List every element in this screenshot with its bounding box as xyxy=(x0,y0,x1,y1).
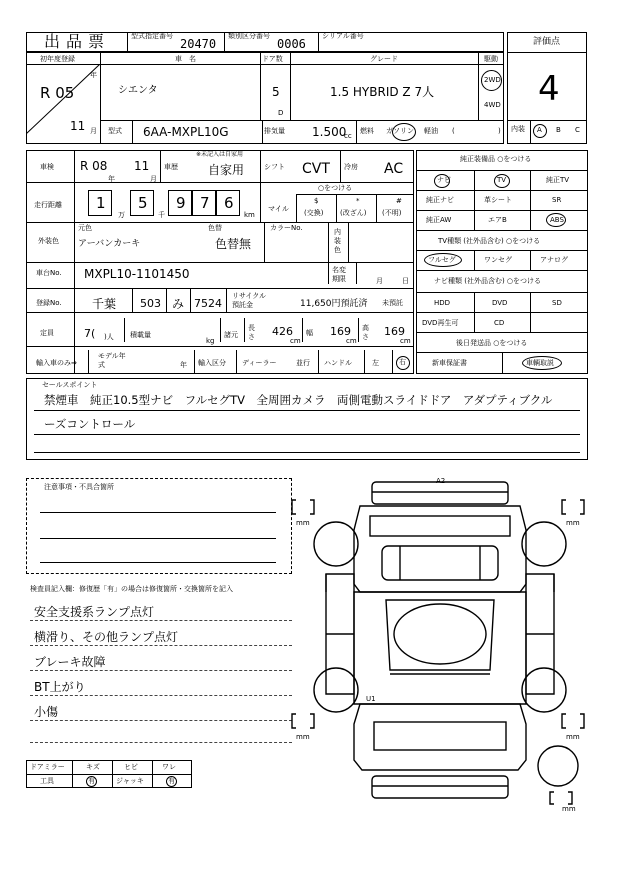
interior-label: 内装 xyxy=(511,125,525,133)
mileage-digit: 9 xyxy=(176,194,186,212)
plate-kana: み xyxy=(172,297,185,311)
history-label: 車歴 xyxy=(164,163,178,171)
rating-value: 4 xyxy=(538,69,560,109)
mileage-digit: 5 xyxy=(138,194,148,212)
shift-label: シフト xyxy=(264,163,285,171)
recycle-amount: 11,650円預託済 xyxy=(300,299,368,309)
plate-number: 7524 xyxy=(194,297,222,310)
grade-value: 1.5 HYBRID Z 7人 xyxy=(330,85,435,99)
color-change: 色替無 xyxy=(215,237,252,251)
mileage-digit: 7 xyxy=(200,194,210,212)
diagram-mark-u1: U1 xyxy=(366,695,376,703)
drive-label: 駆動 xyxy=(484,55,498,63)
diagram-mark-a2: A2 xyxy=(436,477,446,485)
displacement-label: 排気量 xyxy=(264,127,285,135)
width: 169 xyxy=(330,325,351,338)
model-type: 6AA-MXPL10G xyxy=(143,125,229,139)
model-no-label: 型式指定番号 xyxy=(131,32,173,40)
registration-label: 登録No. xyxy=(36,299,62,307)
inspector-line: 横滑り、その他ランプ点灯 xyxy=(34,630,179,644)
mile-label: マイル xyxy=(268,205,289,213)
history-value: 自家用 xyxy=(208,163,245,177)
model-no: 20470 xyxy=(180,37,217,51)
inspector-line: ブレーキ故障 xyxy=(34,655,106,669)
car-name: シエンタ xyxy=(118,85,158,96)
first-reg-month: 11 xyxy=(70,119,86,133)
plate-class: 503 xyxy=(140,297,161,310)
inspector-line: 小傷 xyxy=(34,705,59,719)
sales-line1: 禁煙車 純正10.5型ナビ フルセグTV 全周囲カメラ 両側電動スライドドア アダプティブクル xyxy=(44,393,553,407)
model-type-label: 型式 xyxy=(108,127,122,135)
ac-label: 冷房 xyxy=(344,163,358,171)
first-reg-era: R 05 xyxy=(40,84,75,102)
mileage-digit: 1 xyxy=(96,194,106,212)
capacity-label: 定員 xyxy=(40,329,54,337)
notes-box xyxy=(26,478,292,574)
shaken-month: 11 xyxy=(134,159,150,173)
original-color: アーバンカーキ xyxy=(78,239,141,249)
sales-line2: ーズコントロール xyxy=(44,417,136,431)
color-label: 外装色 xyxy=(38,237,59,245)
shaken-label: 車検 xyxy=(40,163,54,171)
first-reg-slash xyxy=(26,64,100,144)
mileage-digit: 6 xyxy=(224,194,234,212)
chassis-no: MXPL10-1101450 xyxy=(84,267,190,281)
shaken-era: R 08 xyxy=(80,159,108,173)
rating-label: 評価点 xyxy=(533,37,561,47)
car-name-label: 車 名 xyxy=(175,55,196,63)
displacement: 1.500 xyxy=(312,125,347,139)
mileage-label: 走行距離 xyxy=(34,201,62,209)
chassis-label: 車台No. xyxy=(36,269,62,277)
grade-label: グレード xyxy=(370,55,398,63)
serial-label: シリアル番号 xyxy=(322,32,364,40)
page-title: 出品票 xyxy=(44,32,111,51)
inspector-line: BT上がり xyxy=(34,680,86,694)
capacity: 7( xyxy=(84,327,96,340)
class-no: 0006 xyxy=(277,37,306,51)
shift-value: CVT xyxy=(302,161,330,177)
height: 169 xyxy=(384,325,405,338)
plate-region: 千葉 xyxy=(92,297,117,311)
class-no-label: 類別区分番号 xyxy=(228,32,270,40)
first-reg-label: 初年度登録 xyxy=(40,55,75,63)
fuel-label: 燃料 xyxy=(360,127,374,135)
doors-value: 5 xyxy=(272,85,280,99)
ac-value: AC xyxy=(384,161,404,177)
car-diagram xyxy=(290,474,590,814)
doors-label: ドア数 xyxy=(262,55,283,63)
inspector-line: 安全支援系ランプ点灯 xyxy=(34,605,155,619)
length: 426 xyxy=(272,325,293,338)
